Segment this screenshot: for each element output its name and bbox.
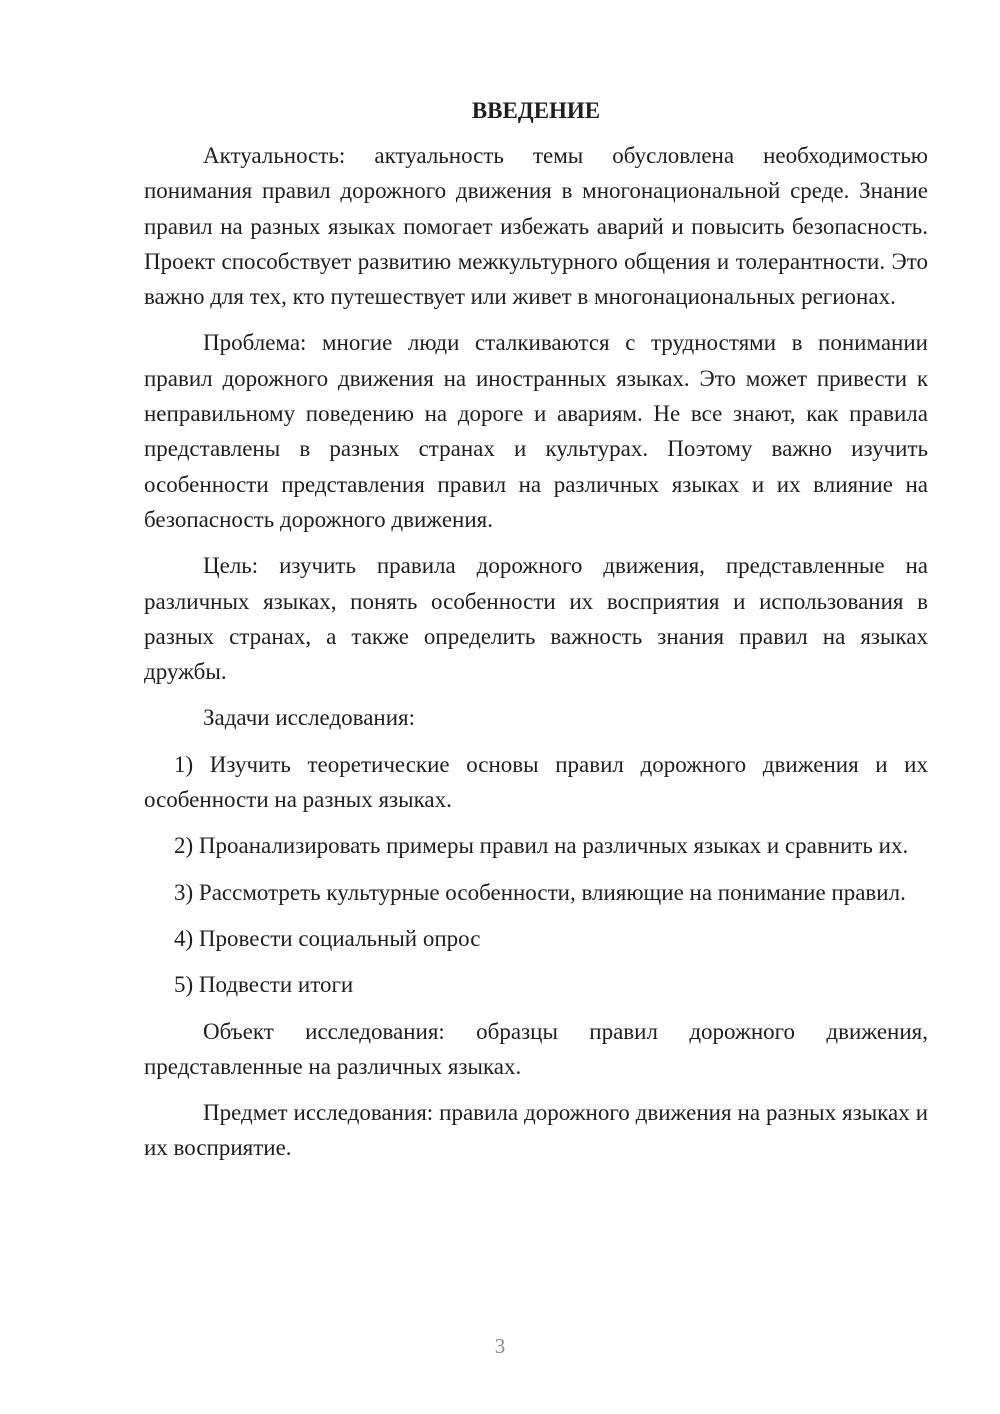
paragraph-subject: Предмет исследования: правила дорожного движения на разных языках и их восприятие.: [144, 1100, 928, 1161]
paragraph-object: Объект исследования: образцы правил дорожного движения, представленные на различных языках.: [144, 1018, 928, 1079]
task-item-1: 1) Изучить теоретические основы правил дорожного движения и их особенности на разных языках.: [144, 751, 928, 813]
task-item-5: 5) Подвести итоги: [174, 972, 354, 998]
task-item-3: 3) Рассмотреть культурные особенности, влияющие на понимание правил.: [174, 879, 906, 905]
task-item-2: 2) Проанализировать примеры правил на различных языках и сравнить их.: [174, 833, 909, 859]
page-title: ВВЕДЕНИЕ: [471, 98, 601, 123]
document-page: [144, 94, 928, 1177]
paragraph-problem: Проблема: многие люди сталкиваются с трудностями в понимании правил дорожного движения на иностранных языках. Это может привести к неправильному поведению на дороге и авариям. Не все знают, как правила представлены в разных странах и культурах. Поэтому важно изучить особенности представления правил на различных языках и их влияние на безопасность дорожного движения.: [144, 330, 928, 532]
page-number: 3: [494, 1334, 506, 1358]
paragraph-tasks-heading: Задачи исследования:: [203, 705, 416, 731]
paragraph-relevance: Актуальность: актуальность темы обусловлена необходимостью понимания правил дорожного движения в многонациональной среде. Знание правил на разных языках помогает избежать аварий и повысить безопасность. Проект способствует развитию межкультурного общения и толерантности. Это важно для тех, кто путешествует или живет в многонациональных регионах.: [144, 143, 928, 310]
task-item-4: 4) Провести социальный опрос: [174, 925, 481, 951]
paragraph-goal: Цель: изучить правила дорожного движения, представленные на различных языках, понять особенности их восприятия и использования в разных странах, а также определить важность знания правил на языках дружбы.: [144, 553, 928, 685]
